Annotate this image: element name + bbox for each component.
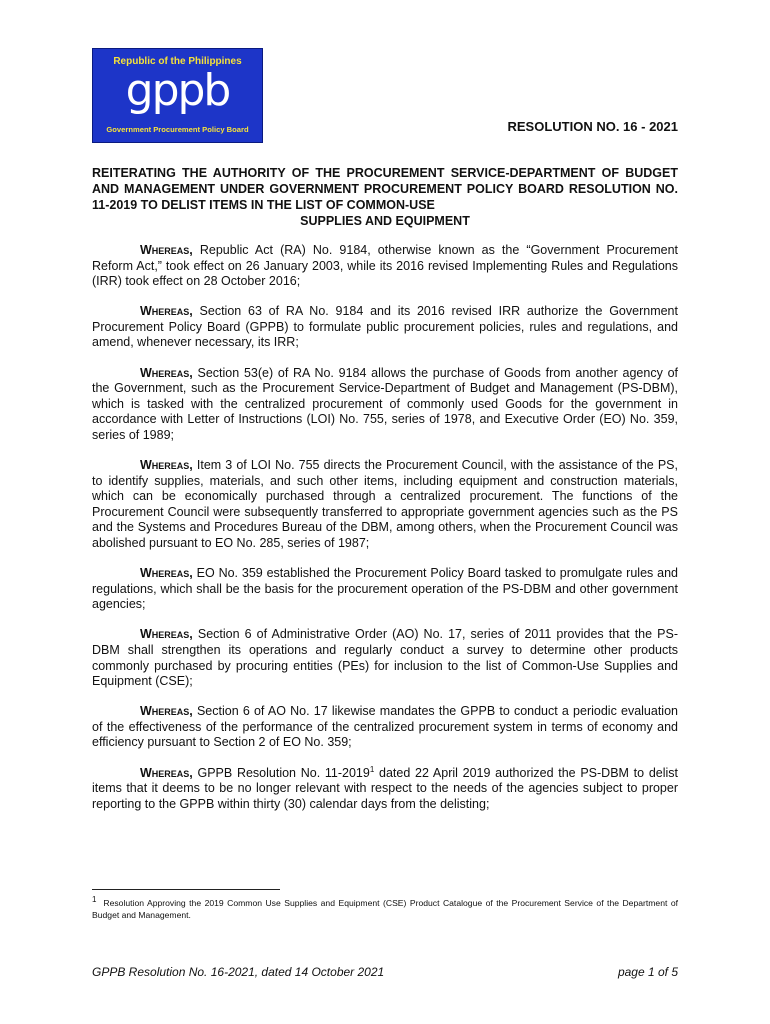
footnote [92, 895, 678, 921]
footnote-divider [92, 889, 280, 890]
whereas-paragraph [92, 458, 678, 552]
paragraph-text: EO No. 359 established the Procurement Policy Board tasked to promulgate rules and regulations, which shall be the basis for the procurement operation of the PS-DBM and other government agencies; [92, 566, 678, 612]
paragraph-text: Item 3 of LOI No. 755 directs the Procurement Council, with the assistance of the PS, to identify supplies, materials, and such other items, including equipment and construction materials, which can be economically purchased through a centralized procurement. The functions of the Procurement Council were subsequently transferred to appropriate government agencies such as the PS and the Systems and Procedures Bureau of the DBM, among others, when the Procurement Council was abolished pursuant to EO No. 285, series of 1987; [92, 458, 678, 550]
gppb-logo [92, 48, 263, 143]
whereas-label: Whereas, [140, 765, 193, 780]
whereas-label: Whereas, [140, 704, 193, 719]
footnote-text: Resolution Approving the 2019 Common Use Supplies and Equipment (CSE) Product Catalogue of the Procurement Service of the Department of Budget and Management. [92, 898, 678, 920]
whereas-label: Whereas, [140, 627, 193, 642]
whereas-paragraph [92, 566, 678, 613]
title-main: REITERATING THE AUTHORITY OF THE PROCUREMENT SERVICE-DEPARTMENT OF BUDGET AND MANAGEMENT UNDER GOVERNMENT PROCUREMENT POLICY BOARD RESOLUTION NO. 11-2019 TO DELIST ITEMS IN THE LIST OF COMMON-USE [92, 166, 678, 212]
logo-bottom-text: Government Procurement Policy Board [106, 125, 249, 134]
paragraph-text: Section 63 of RA No. 9184 and its 2016 revised IRR authorize the Government Procurement Policy Board (GPPB) to formulate public procurement policies, rules and regulations, and amend, whenever necessary, its IRR; [92, 304, 678, 350]
footnote-reference: 1 [369, 764, 375, 774]
paragraph-text: Section 6 of AO No. 17 likewise mandates the GPPB to conduct a periodic evaluation of the effectiveness of the performance of the centralized procurement system in terms of economy and efficiency pursuant to Section 2 of EO No. 359; [92, 704, 678, 750]
whereas-paragraph [92, 766, 678, 813]
paragraph-text: Section 6 of Administrative Order (AO) No. 17, series of 2011 provides that the PS-DBM shall strengthen its operations and regularly conduct a survey to determine other products commonly purchased by procuring entities (PEs) for inclusion to the list of Common-Use Supplies and Equipment (CSE); [92, 627, 678, 689]
paragraph-text: GPPB Resolution No. 11-2019 [192, 765, 370, 780]
resolution-title [92, 165, 678, 229]
whereas-paragraph [92, 243, 678, 290]
document-body [92, 243, 678, 827]
footnote-number: 1 [92, 895, 97, 905]
whereas-paragraph [92, 627, 678, 689]
paragraph-text: Republic Act (RA) No. 9184, otherwise known as the “Government Procurement Reform Act,” took effect on 26 January 2003, while its 2016 revised Implementing Rules and Regulations (IRR) took effect on 28 October 2016; [92, 243, 678, 289]
logo-top-text: Republic of the Philippines [113, 56, 242, 67]
whereas-label: Whereas, [140, 566, 193, 581]
paragraph-text: Section 53(e) of RA No. 9184 allows the purchase of Goods from another agency of the Government, such as the Procurement Service-Department of Budget and Management (PS-DBM), which is tasked with the centralized procurement of commonly used Goods for the government in accordance with Letter of Instructions (LOI) No. 755, series of 1978, and Executive Order (EO) No. 359, series of 1989; [92, 365, 678, 442]
whereas-paragraph [92, 366, 678, 444]
whereas-label: Whereas, [140, 304, 193, 319]
whereas-label: Whereas, [140, 365, 193, 380]
whereas-paragraph [92, 704, 678, 751]
whereas-label: Whereas, [140, 458, 193, 473]
paragraph-text: dated 22 April 2019 authorized the PS-DBM to delist items that it deems to be no longer relevant with respect to the needs of the agencies subject to proper reporting to the GPPB within thirty (30) calendar days from the delisting; [92, 765, 678, 811]
logo-mark-text: gppb [125, 65, 230, 116]
title-last-line: SUPPLIES AND EQUIPMENT [300, 214, 470, 228]
footer-page-number: page 1 of 5 [617, 965, 678, 979]
whereas-paragraph [92, 304, 678, 351]
resolution-number: RESOLUTION NO. 16 - 2021 [507, 119, 678, 134]
whereas-label: Whereas, [140, 243, 193, 257]
footer-resolution-reference: GPPB Resolution No. 16-2021, dated 14 October 2021 [92, 965, 385, 979]
